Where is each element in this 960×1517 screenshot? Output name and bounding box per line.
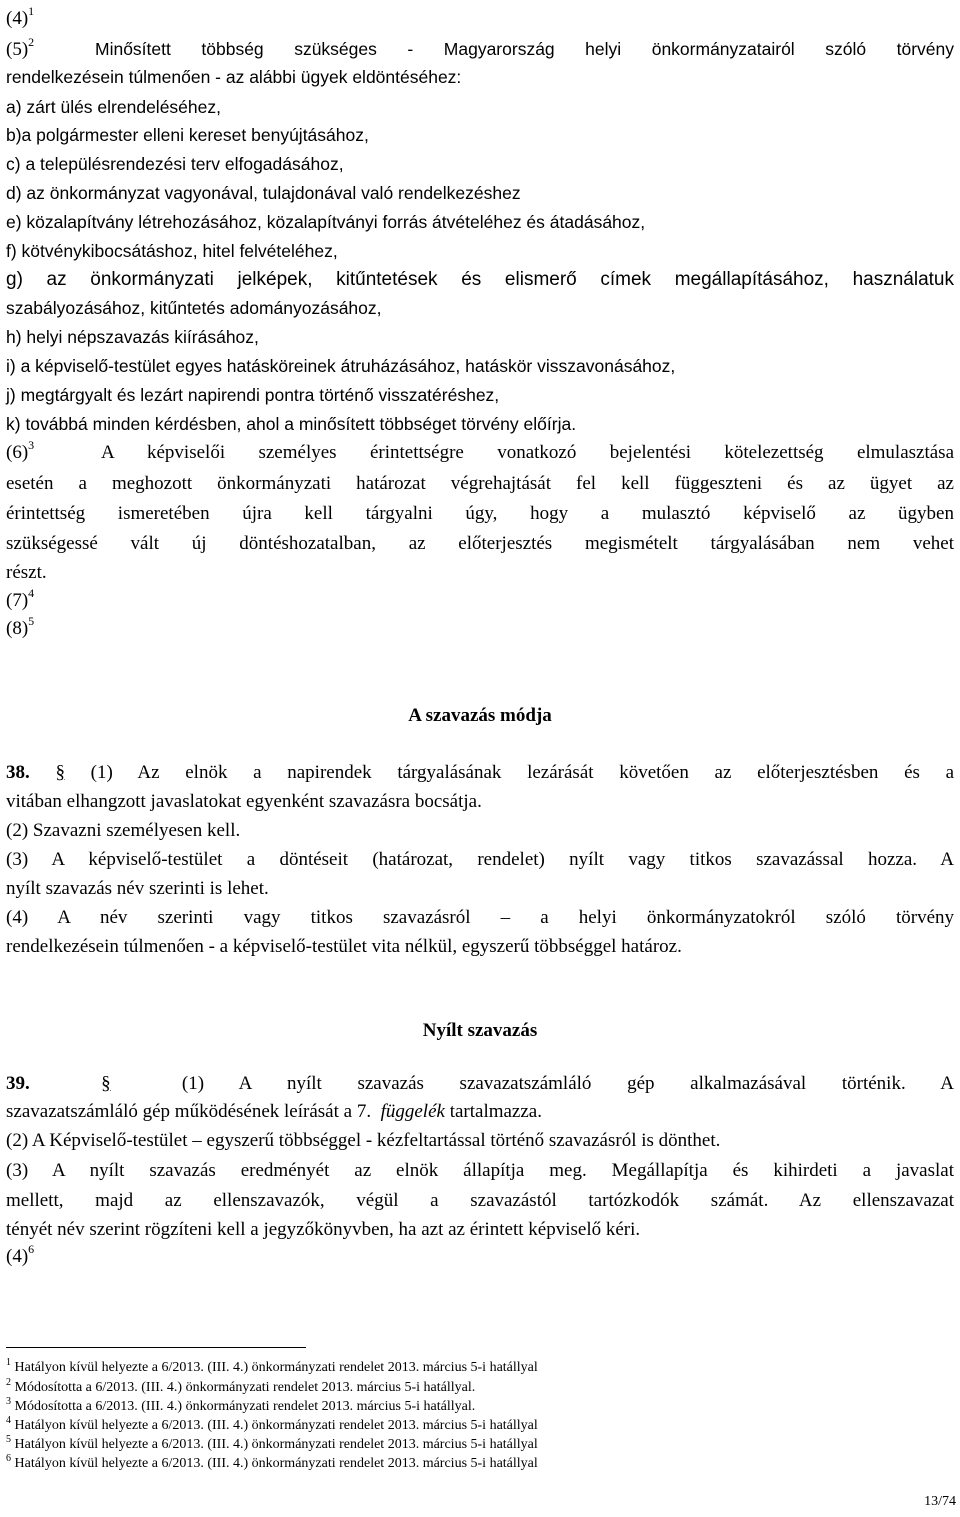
- section-38-line: nyílt szavazás név szerinti is lehet.: [6, 878, 269, 899]
- section-39-line: (3) A nyílt szavazás eredményét az elnök állapítja meg. Megállapítja és kihirdeti a javaslat: [6, 1160, 954, 1181]
- section-39-line: tényét név szerint rögzíteni kell a jegyzőkönyvben, ha azt az érintett képviselő kéri.: [6, 1219, 641, 1240]
- section-38-line: rendelkezésein túlmenően - a képviselő-testület vita nélkül, egyszerű többséggel határoz.: [6, 936, 682, 957]
- list-item: b)a polgármester elleni kereset benyújtásához,: [6, 125, 369, 145]
- list-item: g) az önkormányzati jelképek, kitűntetések és elismerő címek megállapításához, használatuk: [6, 269, 954, 290]
- section-38-line: (2) Szavazni személyesen kell.: [6, 820, 241, 841]
- list-item: a) zárt ülés elrendeléséhez,: [6, 97, 221, 117]
- footnote-ref[interactable]: 2: [28, 34, 35, 49]
- list-item: d) az önkormányzat vagyonával, tulajdonával való rendelkezéshez: [6, 183, 521, 203]
- section-heading: A szavazás módja: [408, 705, 552, 726]
- paragraph-7-deleted: $(7)^4$: [6, 585, 35, 611]
- section-39-line: mellett, majd az ellenszavazók, végül a szavazástól tartózkodók számát. Az ellenszavazat: [6, 1190, 954, 1211]
- paragraph-8-deleted: $(8)^5$: [6, 613, 35, 639]
- paragraph-5-line: rendelkezésein túlmenően - az alábbi ügyek eldöntéséhez:: [6, 67, 462, 87]
- paragraph-6-line: részt.: [6, 562, 47, 583]
- paragraph-4-deleted: $(4)^6$: [6, 1241, 35, 1267]
- section-heading: Nyílt szavazás: [422, 1020, 538, 1041]
- footnote-ref[interactable]: 6: [28, 1241, 35, 1256]
- paragraph-4-deleted: $(4)^1$: [6, 3, 35, 29]
- footnote: $^1$ Hatályon kívül helyezte a 6/2013. (III. 4.) önkormányzati rendelet 2013. március 5-i hatállyal: [6, 1357, 538, 1375]
- section-39-line: (2) A Képviselő-testület – egyszerű többséggel - kézfeltartással történő szavazásról is dönthet.: [6, 1130, 721, 1151]
- list-item: i) a képviselő-testület egyes hatásköreinek átruházásához, hatáskör visszavonásához,: [6, 356, 676, 376]
- footnote: $^4$ Hatályon kívül helyezte a 6/2013. (III. 4.) önkormányzati rendelet 2013. március 5-i hatállyal: [6, 1415, 538, 1433]
- section-38-line: 38. § (1) Az elnök a napirendek tárgyalásának lezárását követően az előterjesztésben és a: [6, 762, 955, 783]
- paragraph-sign: §: [101, 1073, 111, 1094]
- paragraph-6-line: érintettség ismeretében újra kell tárgyalni úgy, hogy a mulasztó képviselő az ügyben: [6, 503, 954, 524]
- section-38-line: vitában elhangzott javaslatokat egyenként szavazásra bocsátja.: [6, 791, 482, 812]
- list-item: f) kötvénykibocsátáshoz, hitel felvételéhez,: [6, 241, 338, 261]
- section-39-line: 39. § (1) A nyílt szavazás szavazatszámláló gép alkalmazásával történik. A: [6, 1073, 955, 1094]
- footnote-separator: [6, 1347, 306, 1348]
- page-number: 13/74: [924, 1494, 956, 1509]
- paragraph-6-line: esetén a meghozott önkormányzati határozat végrehajtását fel kell függeszteni és az ügyet az: [6, 473, 954, 494]
- list-item: e) közalapítvány létrehozásához, közalapítványi forrás átvételéhez és átadásához,: [6, 212, 646, 232]
- footnote: $^3$ Módosította a 6/2013. (III. 4.) önkormányzati rendelet 2013. március 5-i hatállyal.: [6, 1396, 476, 1414]
- footnote-ref[interactable]: 3: [28, 437, 35, 452]
- footnote: $^6$ Hatályon kívül helyezte a 6/2013. (III. 4.) önkormányzati rendelet 2013. március 5-i hatállyal: [6, 1453, 538, 1471]
- paragraph-6-line: szükségessé vált új döntéshozatalban, az előterjesztés megismételt tárgyalásában nem vehet: [6, 533, 954, 554]
- section-39-line: szavazatszámláló gép működésének leírását a 7. függelék tartalmazza.: [6, 1101, 542, 1122]
- section-number: 39.: [6, 1073, 30, 1094]
- footnote-ref[interactable]: 5: [28, 613, 35, 628]
- paragraph-5-line: $(5)^2$ Minősített többség szükséges - Magyarország helyi önkormányzatairól szóló törvény: [6, 34, 954, 60]
- list-item: h) helyi népszavazás kiírásához,: [6, 327, 259, 347]
- list-item: j) megtárgyalt és lezárt napirendi pontra történő visszatéréshez,: [6, 385, 500, 405]
- footnote-ref[interactable]: 1: [28, 3, 35, 18]
- section-38-line: (3) A képviselő-testület a döntéseit (határozat, rendelet) nyílt vagy titkos szavazással hozza. A: [6, 849, 954, 870]
- footnote: $^2$ Módosította a 6/2013. (III. 4.) önkormányzati rendelet 2013. március 5-i hatállyal.: [6, 1377, 476, 1395]
- section-38-line: (4) A név szerinti vagy titkos szavazásról – a helyi önkormányzatokról szóló törvény: [6, 907, 954, 928]
- footnote-ref[interactable]: 4: [28, 585, 35, 600]
- paragraph-6-line: $(6)^3$ A képviselői személyes érintettségre vonatkozó bejelentési kötelezettség elmulasztása: [6, 437, 955, 463]
- paragraph-sign: §: [55, 762, 65, 783]
- footnote: $^5$ Hatályon kívül helyezte a 6/2013. (III. 4.) önkormányzati rendelet 2013. március 5-i hatállyal: [6, 1434, 538, 1452]
- list-item: szabályozásához, kitűntetés adományozásához,: [6, 298, 382, 318]
- section-number: 38.: [6, 762, 30, 783]
- list-item: c) a településrendezési terv elfogadásához,: [6, 154, 344, 174]
- list-item: k) továbbá minden kérdésben, ahol a minősített többséget törvény előírja.: [6, 414, 577, 434]
